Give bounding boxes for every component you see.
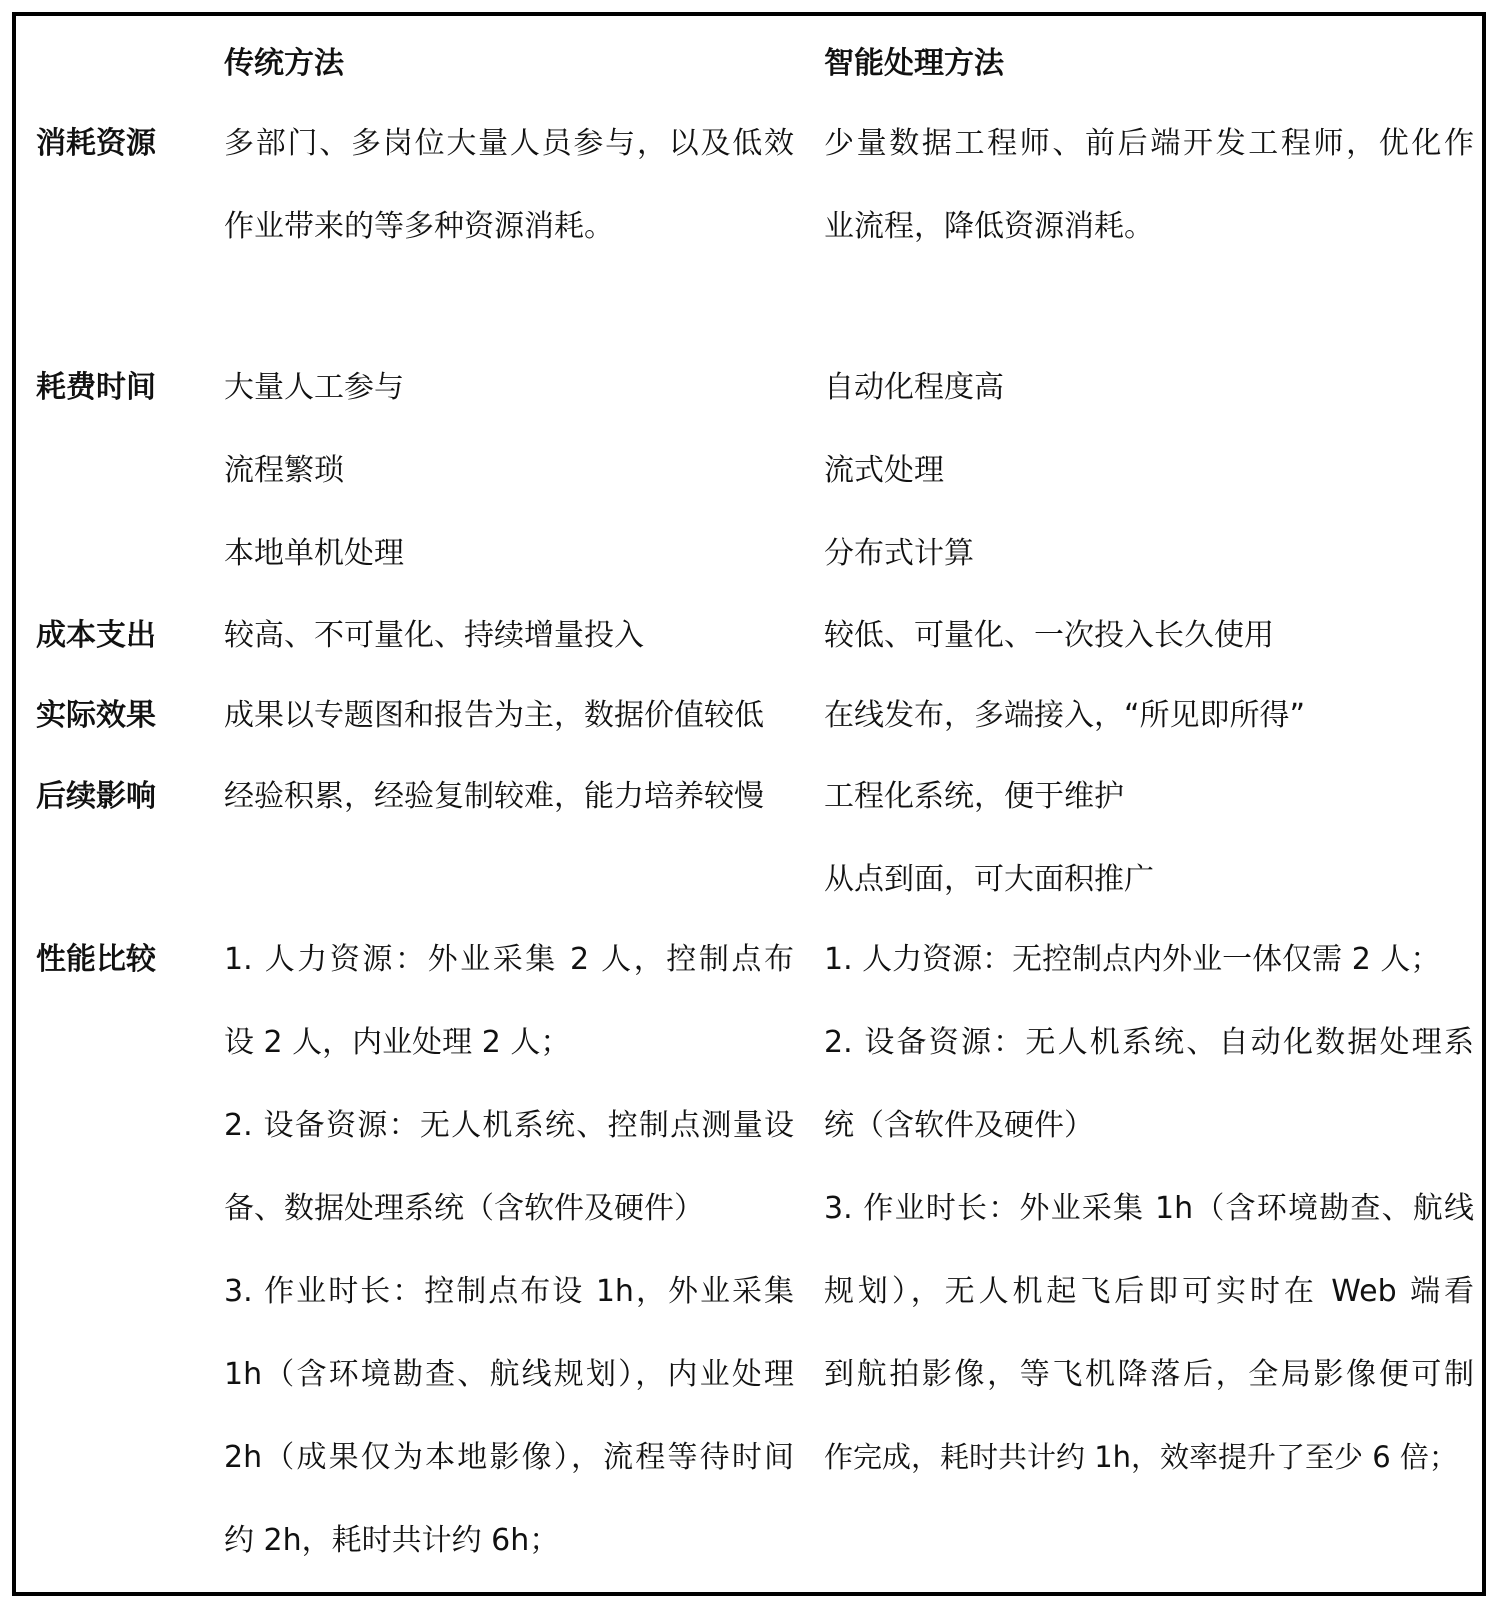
smart-time: 自动化程度高 流式处理 分布式计算 [824, 370, 1004, 571]
traditional-resources: 多部门、多岗位大量人员参与，以及低效 作业带来的等多种资源消耗。 [224, 126, 794, 244]
traditional-time: 大量人工参与 流程繁琐 本地单机处理 [224, 370, 404, 571]
row-label-performance: 性能比较 [36, 942, 156, 977]
smart-resources: 少量数据工程师、前后端开发工程师，优化作 业流程，降低资源消耗。 [824, 126, 1474, 244]
row-label-time: 耗费时间 [36, 370, 156, 405]
row-label-impact: 后续影响 [36, 779, 156, 814]
smart-cost: 较低、可量化、一次投入长久使用 [824, 618, 1274, 653]
header-traditional: 传统方法 [224, 46, 344, 81]
header-smart: 智能处理方法 [824, 46, 1004, 81]
smart-effect: 在线发布，多端接入，“所见即所得” [824, 698, 1306, 733]
row-label-resources: 消耗资源 [36, 126, 156, 161]
traditional-impact: 经验积累，经验复制较难，能力培养较慢 [224, 779, 764, 814]
smart-impact: 工程化系统，便于维护 从点到面，可大面积推广 [824, 779, 1154, 897]
traditional-cost: 较高、不可量化、持续增量投入 [224, 618, 644, 653]
traditional-performance: 1. 人力资源：外业采集 2 人，控制点布 设 2 人，内业处理 2 人； 2. 设备资源：无人机系统、控制点测量设 备、数据处理系统（含软件及硬件） 3. 作业时长：控制点布设 1h，外业采集 1h（含环境勘查、航线规划），内业处理 2h（成果仅为本地影像），流程等待时间 约 2h，耗时共计约 6h； [224, 942, 794, 1558]
traditional-effect: 成果以专题图和报告为主，数据价值较低 [224, 698, 764, 733]
row-label-effect: 实际效果 [36, 698, 156, 733]
row-label-cost: 成本支出 [36, 618, 156, 653]
comparison-table [12, 12, 1486, 1596]
smart-performance: 1. 人力资源：无控制点内外业一体仅需 2 人； 2. 设备资源：无人机系统、自动化数据处理系 统（含软件及硬件） 3. 作业时长：外业采集 1h（含环境勘查、航线 规划），无人机起飞后即可实时在 Web 端看 到航拍影像，等飞机降落后，全局影像便可制 作完成，耗时共计约 1h，效率提升了至少 6 倍； [824, 942, 1474, 1474]
